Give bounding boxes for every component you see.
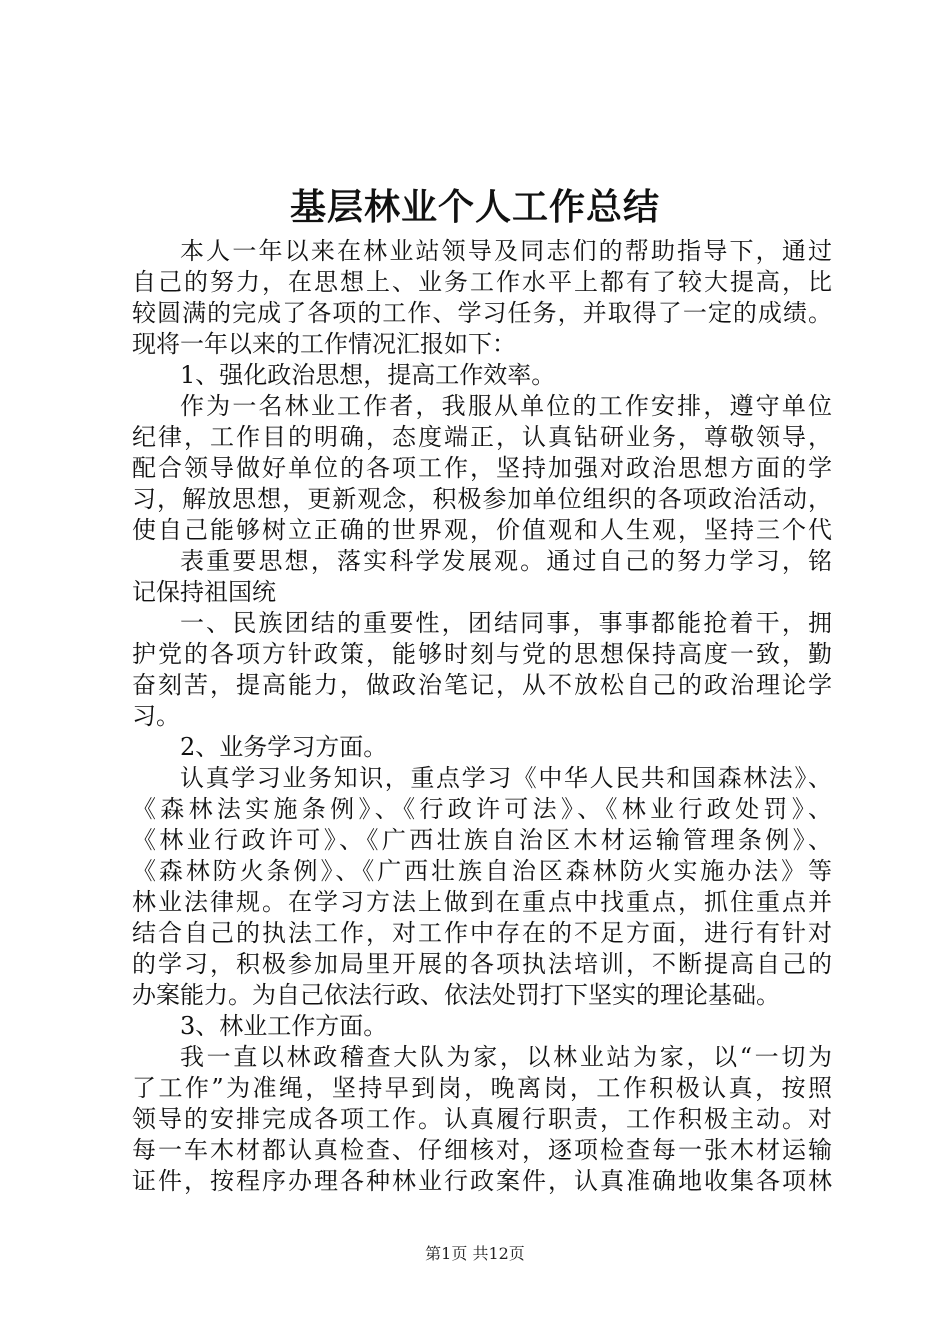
text-line: 证件，按程序办理各种林业行政案件，认真准确地收集各项林 (132, 1167, 832, 1195)
text-line: 奋刻苦，提高能力，做政治笔记，从不放松自己的政治理论学 (132, 671, 832, 699)
text-line: 《森林法实施条例》、《行政许可法》、《林业行政处罚》、 (132, 795, 832, 823)
text-line: 纪律，工作目的明确，态度端正，认真钻研业务，尊敬领导， (132, 423, 832, 451)
text-line: 本人一年以来在林业站领导及同志们的帮助指导下，通过 (180, 237, 832, 265)
text-line: 护党的各项方针政策，能够时刻与党的思想保持高度一致，勤 (132, 640, 832, 668)
text-line: 的学习，积极参加局里开展的各项执法培训，不断提高自己的 (132, 950, 832, 978)
text-line: 一、民族团结的重要性，团结同事，事事都能抢着干，拥 (180, 609, 832, 637)
text-line: 习。 (132, 702, 180, 730)
document-title: 基层林业个人工作总结 (289, 187, 660, 228)
text-line: 《森林防火条例》、《广西壮族自治区森林防火实施办法》等 (132, 857, 832, 885)
text-line: 结合自己的执法工作，对工作中存在的不足方面，进行有针对 (132, 919, 832, 947)
text-line: 2、业务学习方面。 (180, 733, 388, 761)
text-line: 作为一名林业工作者，我服从单位的工作安排，遵守单位 (180, 392, 832, 420)
text-line: 林业法律规。在学习方法上做到在重点中找重点，抓住重点并 (132, 888, 832, 916)
text-line: 领导的安排完成各项工作。认真履行职责，工作积极主动。对 (132, 1105, 832, 1133)
text-line: 我一直以林政稽查大队为家，以林业站为家，以“一切为 (180, 1043, 832, 1071)
text-line: 了工作”为准绳，坚持早到岗，晚离岗，工作积极认真，按照 (132, 1074, 832, 1102)
text-line: 习，解放思想，更新观念，积极参加单位组织的各项政治活动， (132, 485, 832, 513)
text-line: 认真学习业务知识，重点学习《中华人民共和国森林法》、 (180, 764, 832, 792)
text-line: 每一车木材都认真检查、仔细核对，逐项检查每一张木材运输 (132, 1136, 832, 1164)
text-line: 办案能力。为自己依法行政、依法处罚打下坚实的理论基础。 (132, 981, 780, 1009)
document-body (132, 236, 832, 1197)
text-line: 较圆满的完成了各项的工作、学习任务，并取得了一定的成绩。 (132, 299, 832, 327)
page-footer: 第1页 共12页 (425, 1244, 525, 1263)
text-line: 3、林业工作方面。 (180, 1012, 388, 1040)
text-line: 表重要思想，落实科学发展观。通过自己的努力学习，铭 (180, 547, 832, 575)
text-line: 《林业行政许可》、《广西壮族自治区木材运输管理条例》、 (132, 826, 832, 854)
text-line: 记保持祖国统 (132, 578, 276, 606)
text-line: 配合领导做好单位的各项工作，坚持加强对政治思想方面的学 (132, 454, 832, 482)
text-line: 使自己能够树立正确的世界观，价值观和人生观，坚持三个代 (132, 516, 832, 544)
text-line: 1、强化政治思想，提高工作效率。 (180, 361, 556, 389)
text-line: 现将一年以来的工作情况汇报如下： (132, 330, 516, 358)
text-line: 自己的努力，在思想上、业务工作水平上都有了较大提高，比 (132, 268, 832, 296)
